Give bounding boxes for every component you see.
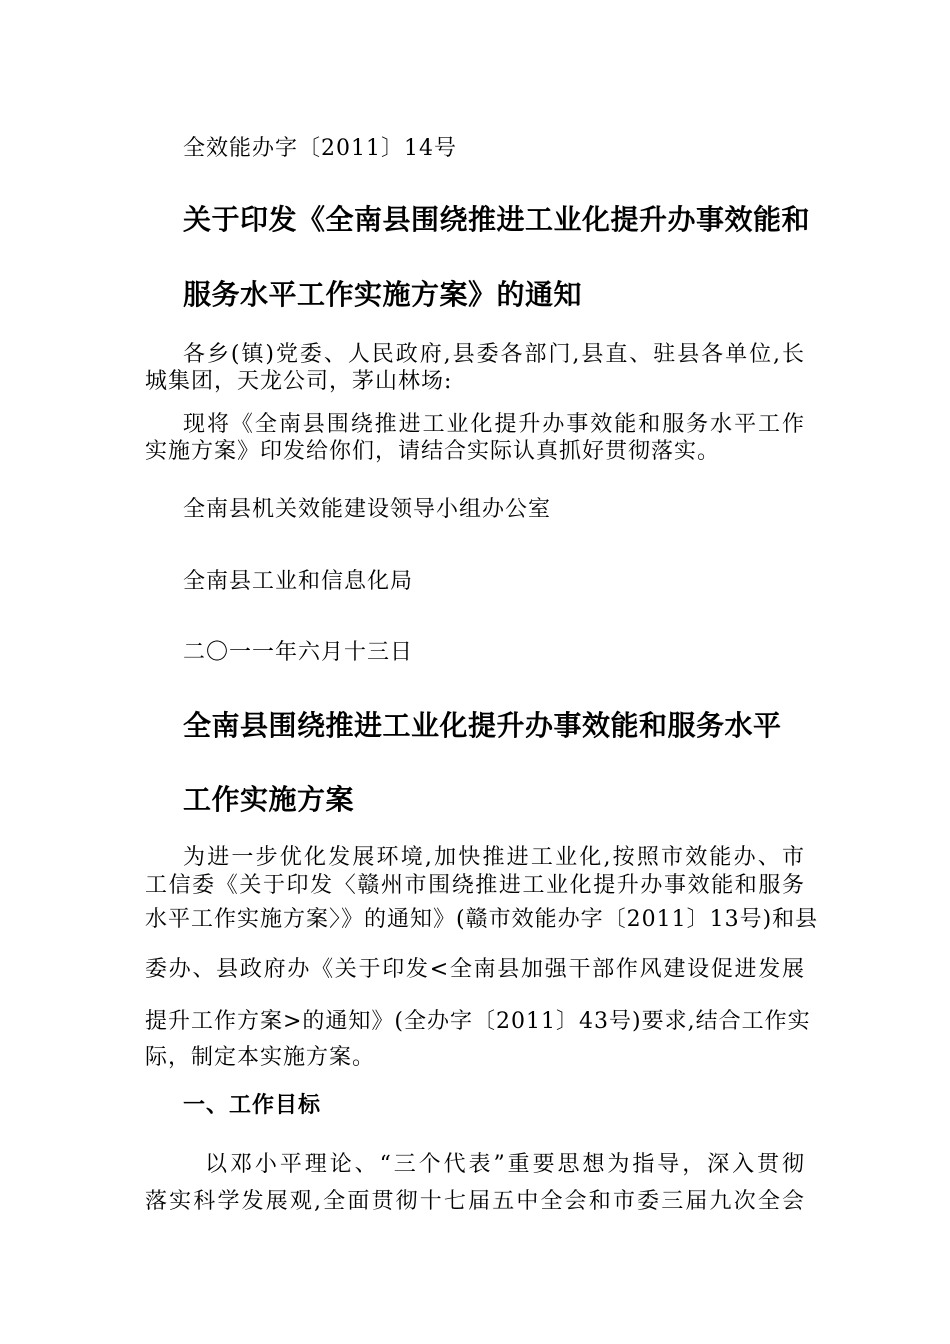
plan-title-line-2: 工作实施方案 [183, 783, 355, 816]
document-number: 全效能办字〔2011〕14号 [183, 136, 457, 161]
intro-line-2: 工信委《关于印发〈赣州市围绕推进工业化提升办事效能和服务 [145, 873, 805, 898]
notice-body-line-2: 实施方案》印发给你们，请结合实际认真抓好贯彻落实。 [145, 439, 721, 464]
section-1-line-2: 落实科学发展观,全面贯彻十七届五中全会和市委三届九次全会 [145, 1189, 805, 1214]
intro-line-5: 提升工作方案>的通知》(全办字〔2011〕43号)要求,结合工作实 [145, 1009, 811, 1034]
plan-title-line-1: 全南县围绕推进工业化提升办事效能和服务水平 [183, 709, 782, 742]
notice-title-line-1: 关于印发《全南县围绕推进工业化提升办事效能和 [183, 203, 811, 236]
intro-line-1: 为进一步优化发展环境,加快推进工业化,按照市效能办、市 [183, 845, 805, 870]
intro-line-4: 委办、县政府办《关于印发<全南县加强干部作风建设促进发展 [145, 957, 805, 982]
issuer-2: 全南县工业和信息化局 [183, 569, 414, 594]
addressee-line-2: 城集团，天龙公司，茅山林场: [145, 369, 453, 394]
issuer-1: 全南县机关效能建设领导小组办公室 [183, 497, 552, 522]
issue-date: 二〇一一年六月十三日 [183, 640, 414, 665]
section-1-heading: 一、工作目标 [183, 1093, 322, 1118]
section-1-line-1: 以邓小平理论、“三个代表”重要思想为指导，深入贯彻 [205, 1152, 805, 1177]
notice-title-line-2: 服务水平工作实施方案》的通知 [183, 278, 583, 311]
intro-line-3: 水平工作实施方案〉》的通知》(赣市效能办字〔2011〕13号)和县 [145, 907, 819, 932]
addressee-line-1: 各乡(镇)党委、人民政府,县委各部门,县直、驻县各单位,长 [183, 342, 805, 367]
intro-line-6: 际，制定本实施方案。 [145, 1045, 376, 1070]
notice-body-line-1: 现将《全南县围绕推进工业化提升办事效能和服务水平工作 [183, 412, 805, 437]
